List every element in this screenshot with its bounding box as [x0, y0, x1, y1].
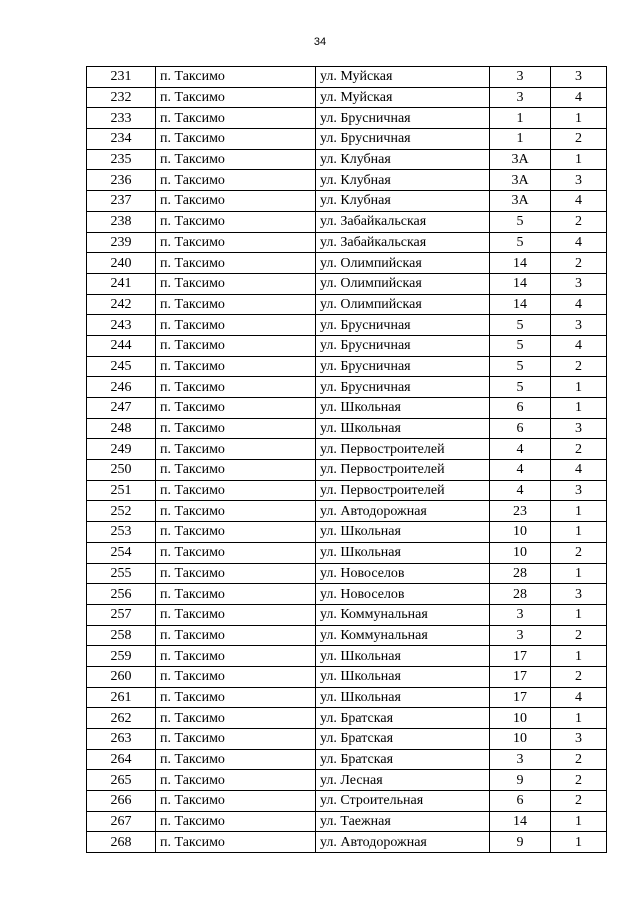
row-number-cell: 248 [87, 418, 156, 439]
apartment-number-cell: 1 [551, 708, 607, 729]
settlement-cell: п. Таксимо [156, 646, 316, 667]
table-row [87, 191, 607, 212]
street-cell: ул. Брусничная [316, 356, 490, 377]
table-row [87, 398, 607, 419]
row-number-cell: 234 [87, 129, 156, 150]
apartment-number-cell: 4 [551, 191, 607, 212]
apartment-number-cell: 4 [551, 687, 607, 708]
house-number-cell: 3А [490, 191, 551, 212]
table-row [87, 87, 607, 108]
house-number-cell: 23 [490, 501, 551, 522]
table-row [87, 832, 607, 853]
table-row [87, 377, 607, 398]
house-number-cell: 5 [490, 377, 551, 398]
street-cell: ул. Новоселов [316, 563, 490, 584]
table-row [87, 770, 607, 791]
row-number-cell: 246 [87, 377, 156, 398]
apartment-number-cell: 3 [551, 418, 607, 439]
row-number-cell: 265 [87, 770, 156, 791]
address-table [86, 66, 607, 853]
house-number-cell: 6 [490, 791, 551, 812]
table-row [87, 149, 607, 170]
street-cell: ул. Брусничная [316, 335, 490, 356]
address-table-body [87, 67, 607, 853]
settlement-cell: п. Таксимо [156, 335, 316, 356]
house-number-cell: 14 [490, 273, 551, 294]
row-number-cell: 239 [87, 232, 156, 253]
table-row [87, 791, 607, 812]
street-cell: ул. Новоселов [316, 584, 490, 605]
house-number-cell: 6 [490, 398, 551, 419]
row-number-cell: 258 [87, 625, 156, 646]
street-cell: ул. Клубная [316, 170, 490, 191]
settlement-cell: п. Таксимо [156, 708, 316, 729]
house-number-cell: 5 [490, 335, 551, 356]
house-number-cell: 9 [490, 832, 551, 853]
settlement-cell: п. Таксимо [156, 460, 316, 481]
settlement-cell: п. Таксимо [156, 108, 316, 129]
page-number: 34 [313, 36, 327, 48]
apartment-number-cell: 4 [551, 460, 607, 481]
apartment-number-cell: 3 [551, 729, 607, 750]
table-row [87, 335, 607, 356]
row-number-cell: 254 [87, 542, 156, 563]
settlement-cell: п. Таксимо [156, 273, 316, 294]
house-number-cell: 10 [490, 522, 551, 543]
settlement-cell: п. Таксимо [156, 439, 316, 460]
settlement-cell: п. Таксимо [156, 232, 316, 253]
street-cell: ул. Коммунальная [316, 625, 490, 646]
street-cell: ул. Муйская [316, 67, 490, 88]
apartment-number-cell: 4 [551, 294, 607, 315]
row-number-cell: 263 [87, 729, 156, 750]
apartment-number-cell: 2 [551, 791, 607, 812]
house-number-cell: 9 [490, 770, 551, 791]
house-number-cell: 3А [490, 149, 551, 170]
apartment-number-cell: 1 [551, 646, 607, 667]
street-cell: ул. Коммунальная [316, 604, 490, 625]
table-row [87, 294, 607, 315]
house-number-cell: 5 [490, 315, 551, 336]
house-number-cell: 14 [490, 811, 551, 832]
house-number-cell: 1 [490, 129, 551, 150]
row-number-cell: 266 [87, 791, 156, 812]
street-cell: ул. Автодорожная [316, 832, 490, 853]
settlement-cell: п. Таксимо [156, 832, 316, 853]
house-number-cell: 3 [490, 625, 551, 646]
house-number-cell: 4 [490, 480, 551, 501]
settlement-cell: п. Таксимо [156, 604, 316, 625]
street-cell: ул. Забайкальская [316, 211, 490, 232]
table-row [87, 749, 607, 770]
settlement-cell: п. Таксимо [156, 170, 316, 191]
settlement-cell: п. Таксимо [156, 563, 316, 584]
apartment-number-cell: 2 [551, 749, 607, 770]
row-number-cell: 255 [87, 563, 156, 584]
house-number-cell: 1 [490, 108, 551, 129]
settlement-cell: п. Таксимо [156, 191, 316, 212]
apartment-number-cell: 3 [551, 480, 607, 501]
street-cell: ул. Первостроителей [316, 480, 490, 501]
apartment-number-cell: 1 [551, 377, 607, 398]
row-number-cell: 256 [87, 584, 156, 605]
street-cell: ул. Олимпийская [316, 253, 490, 274]
street-cell: ул. Клубная [316, 191, 490, 212]
apartment-number-cell: 1 [551, 832, 607, 853]
row-number-cell: 260 [87, 666, 156, 687]
settlement-cell: п. Таксимо [156, 480, 316, 501]
street-cell: ул. Автодорожная [316, 501, 490, 522]
street-cell: ул. Таежная [316, 811, 490, 832]
row-number-cell: 236 [87, 170, 156, 191]
row-number-cell: 268 [87, 832, 156, 853]
house-number-cell: 17 [490, 666, 551, 687]
table-row [87, 729, 607, 750]
table-row [87, 273, 607, 294]
settlement-cell: п. Таксимо [156, 791, 316, 812]
settlement-cell: п. Таксимо [156, 418, 316, 439]
row-number-cell: 238 [87, 211, 156, 232]
apartment-number-cell: 3 [551, 67, 607, 88]
settlement-cell: п. Таксимо [156, 584, 316, 605]
row-number-cell: 262 [87, 708, 156, 729]
street-cell: ул. Братская [316, 708, 490, 729]
apartment-number-cell: 2 [551, 211, 607, 232]
street-cell: ул. Школьная [316, 542, 490, 563]
row-number-cell: 232 [87, 87, 156, 108]
apartment-number-cell: 3 [551, 584, 607, 605]
settlement-cell: п. Таксимо [156, 666, 316, 687]
street-cell: ул. Первостроителей [316, 460, 490, 481]
row-number-cell: 267 [87, 811, 156, 832]
house-number-cell: 14 [490, 253, 551, 274]
apartment-number-cell: 1 [551, 398, 607, 419]
row-number-cell: 244 [87, 335, 156, 356]
house-number-cell: 4 [490, 439, 551, 460]
street-cell: ул. Братская [316, 749, 490, 770]
street-cell: ул. Лесная [316, 770, 490, 791]
row-number-cell: 237 [87, 191, 156, 212]
row-number-cell: 261 [87, 687, 156, 708]
settlement-cell: п. Таксимо [156, 315, 316, 336]
apartment-number-cell: 2 [551, 356, 607, 377]
row-number-cell: 242 [87, 294, 156, 315]
settlement-cell: п. Таксимо [156, 811, 316, 832]
row-number-cell: 235 [87, 149, 156, 170]
house-number-cell: 17 [490, 687, 551, 708]
settlement-cell: п. Таксимо [156, 377, 316, 398]
apartment-number-cell: 2 [551, 439, 607, 460]
settlement-cell: п. Таксимо [156, 729, 316, 750]
apartment-number-cell: 1 [551, 149, 607, 170]
table-row [87, 480, 607, 501]
house-number-cell: 3 [490, 604, 551, 625]
street-cell: ул. Школьная [316, 418, 490, 439]
house-number-cell: 5 [490, 356, 551, 377]
row-number-cell: 249 [87, 439, 156, 460]
row-number-cell: 241 [87, 273, 156, 294]
house-number-cell: 5 [490, 232, 551, 253]
table-row [87, 646, 607, 667]
table-row [87, 129, 607, 150]
settlement-cell: п. Таксимо [156, 501, 316, 522]
house-number-cell: 3 [490, 67, 551, 88]
row-number-cell: 245 [87, 356, 156, 377]
settlement-cell: п. Таксимо [156, 770, 316, 791]
settlement-cell: п. Таксимо [156, 749, 316, 770]
row-number-cell: 243 [87, 315, 156, 336]
apartment-number-cell: 3 [551, 315, 607, 336]
settlement-cell: п. Таксимо [156, 356, 316, 377]
settlement-cell: п. Таксимо [156, 87, 316, 108]
row-number-cell: 252 [87, 501, 156, 522]
settlement-cell: п. Таксимо [156, 687, 316, 708]
house-number-cell: 5 [490, 211, 551, 232]
house-number-cell: 6 [490, 418, 551, 439]
settlement-cell: п. Таксимо [156, 129, 316, 150]
row-number-cell: 233 [87, 108, 156, 129]
house-number-cell: 14 [490, 294, 551, 315]
settlement-cell: п. Таксимо [156, 398, 316, 419]
row-number-cell: 250 [87, 460, 156, 481]
table-row [87, 418, 607, 439]
house-number-cell: 3 [490, 87, 551, 108]
row-number-cell: 259 [87, 646, 156, 667]
apartment-number-cell: 3 [551, 170, 607, 191]
settlement-cell: п. Таксимо [156, 67, 316, 88]
apartment-number-cell: 3 [551, 273, 607, 294]
table-row [87, 542, 607, 563]
row-number-cell: 231 [87, 67, 156, 88]
settlement-cell: п. Таксимо [156, 522, 316, 543]
table-row [87, 666, 607, 687]
table-row [87, 232, 607, 253]
table-row [87, 439, 607, 460]
house-number-cell: 4 [490, 460, 551, 481]
house-number-cell: 10 [490, 708, 551, 729]
apartment-number-cell: 2 [551, 625, 607, 646]
street-cell: ул. Строительная [316, 791, 490, 812]
table-row [87, 501, 607, 522]
table-row [87, 211, 607, 232]
street-cell: ул. Школьная [316, 398, 490, 419]
street-cell: ул. Братская [316, 729, 490, 750]
table-row [87, 108, 607, 129]
table-row [87, 522, 607, 543]
house-number-cell: 10 [490, 542, 551, 563]
settlement-cell: п. Таксимо [156, 253, 316, 274]
street-cell: ул. Школьная [316, 522, 490, 543]
settlement-cell: п. Таксимо [156, 149, 316, 170]
house-number-cell: 3 [490, 749, 551, 770]
street-cell: ул. Олимпийская [316, 294, 490, 315]
apartment-number-cell: 1 [551, 522, 607, 543]
street-cell: ул. Первостроителей [316, 439, 490, 460]
house-number-cell: 10 [490, 729, 551, 750]
settlement-cell: п. Таксимо [156, 542, 316, 563]
apartment-number-cell: 1 [551, 811, 607, 832]
apartment-number-cell: 2 [551, 129, 607, 150]
apartment-number-cell: 1 [551, 108, 607, 129]
table-row [87, 170, 607, 191]
street-cell: ул. Брусничная [316, 377, 490, 398]
settlement-cell: п. Таксимо [156, 211, 316, 232]
table-row [87, 315, 607, 336]
apartment-number-cell: 1 [551, 604, 607, 625]
street-cell: ул. Олимпийская [316, 273, 490, 294]
house-number-cell: 17 [490, 646, 551, 667]
row-number-cell: 253 [87, 522, 156, 543]
house-number-cell: 28 [490, 563, 551, 584]
table-row [87, 460, 607, 481]
table-row [87, 67, 607, 88]
street-cell: ул. Брусничная [316, 108, 490, 129]
apartment-number-cell: 4 [551, 335, 607, 356]
street-cell: ул. Брусничная [316, 315, 490, 336]
table-row [87, 356, 607, 377]
table-row [87, 604, 607, 625]
apartment-number-cell: 2 [551, 253, 607, 274]
row-number-cell: 247 [87, 398, 156, 419]
apartment-number-cell: 4 [551, 87, 607, 108]
table-row [87, 563, 607, 584]
table-row [87, 253, 607, 274]
settlement-cell: п. Таксимо [156, 294, 316, 315]
settlement-cell: п. Таксимо [156, 625, 316, 646]
row-number-cell: 264 [87, 749, 156, 770]
street-cell: ул. Клубная [316, 149, 490, 170]
apartment-number-cell: 4 [551, 232, 607, 253]
apartment-number-cell: 2 [551, 666, 607, 687]
row-number-cell: 251 [87, 480, 156, 501]
street-cell: ул. Брусничная [316, 129, 490, 150]
row-number-cell: 240 [87, 253, 156, 274]
table-row [87, 584, 607, 605]
street-cell: ул. Школьная [316, 646, 490, 667]
street-cell: ул. Школьная [316, 666, 490, 687]
table-row [87, 687, 607, 708]
table-row [87, 625, 607, 646]
house-number-cell: 28 [490, 584, 551, 605]
street-cell: ул. Забайкальская [316, 232, 490, 253]
table-row [87, 708, 607, 729]
apartment-number-cell: 1 [551, 501, 607, 522]
house-number-cell: 3А [490, 170, 551, 191]
street-cell: ул. Школьная [316, 687, 490, 708]
apartment-number-cell: 2 [551, 770, 607, 791]
street-cell: ул. Муйская [316, 87, 490, 108]
table-row [87, 811, 607, 832]
apartment-number-cell: 2 [551, 542, 607, 563]
apartment-number-cell: 1 [551, 563, 607, 584]
row-number-cell: 257 [87, 604, 156, 625]
